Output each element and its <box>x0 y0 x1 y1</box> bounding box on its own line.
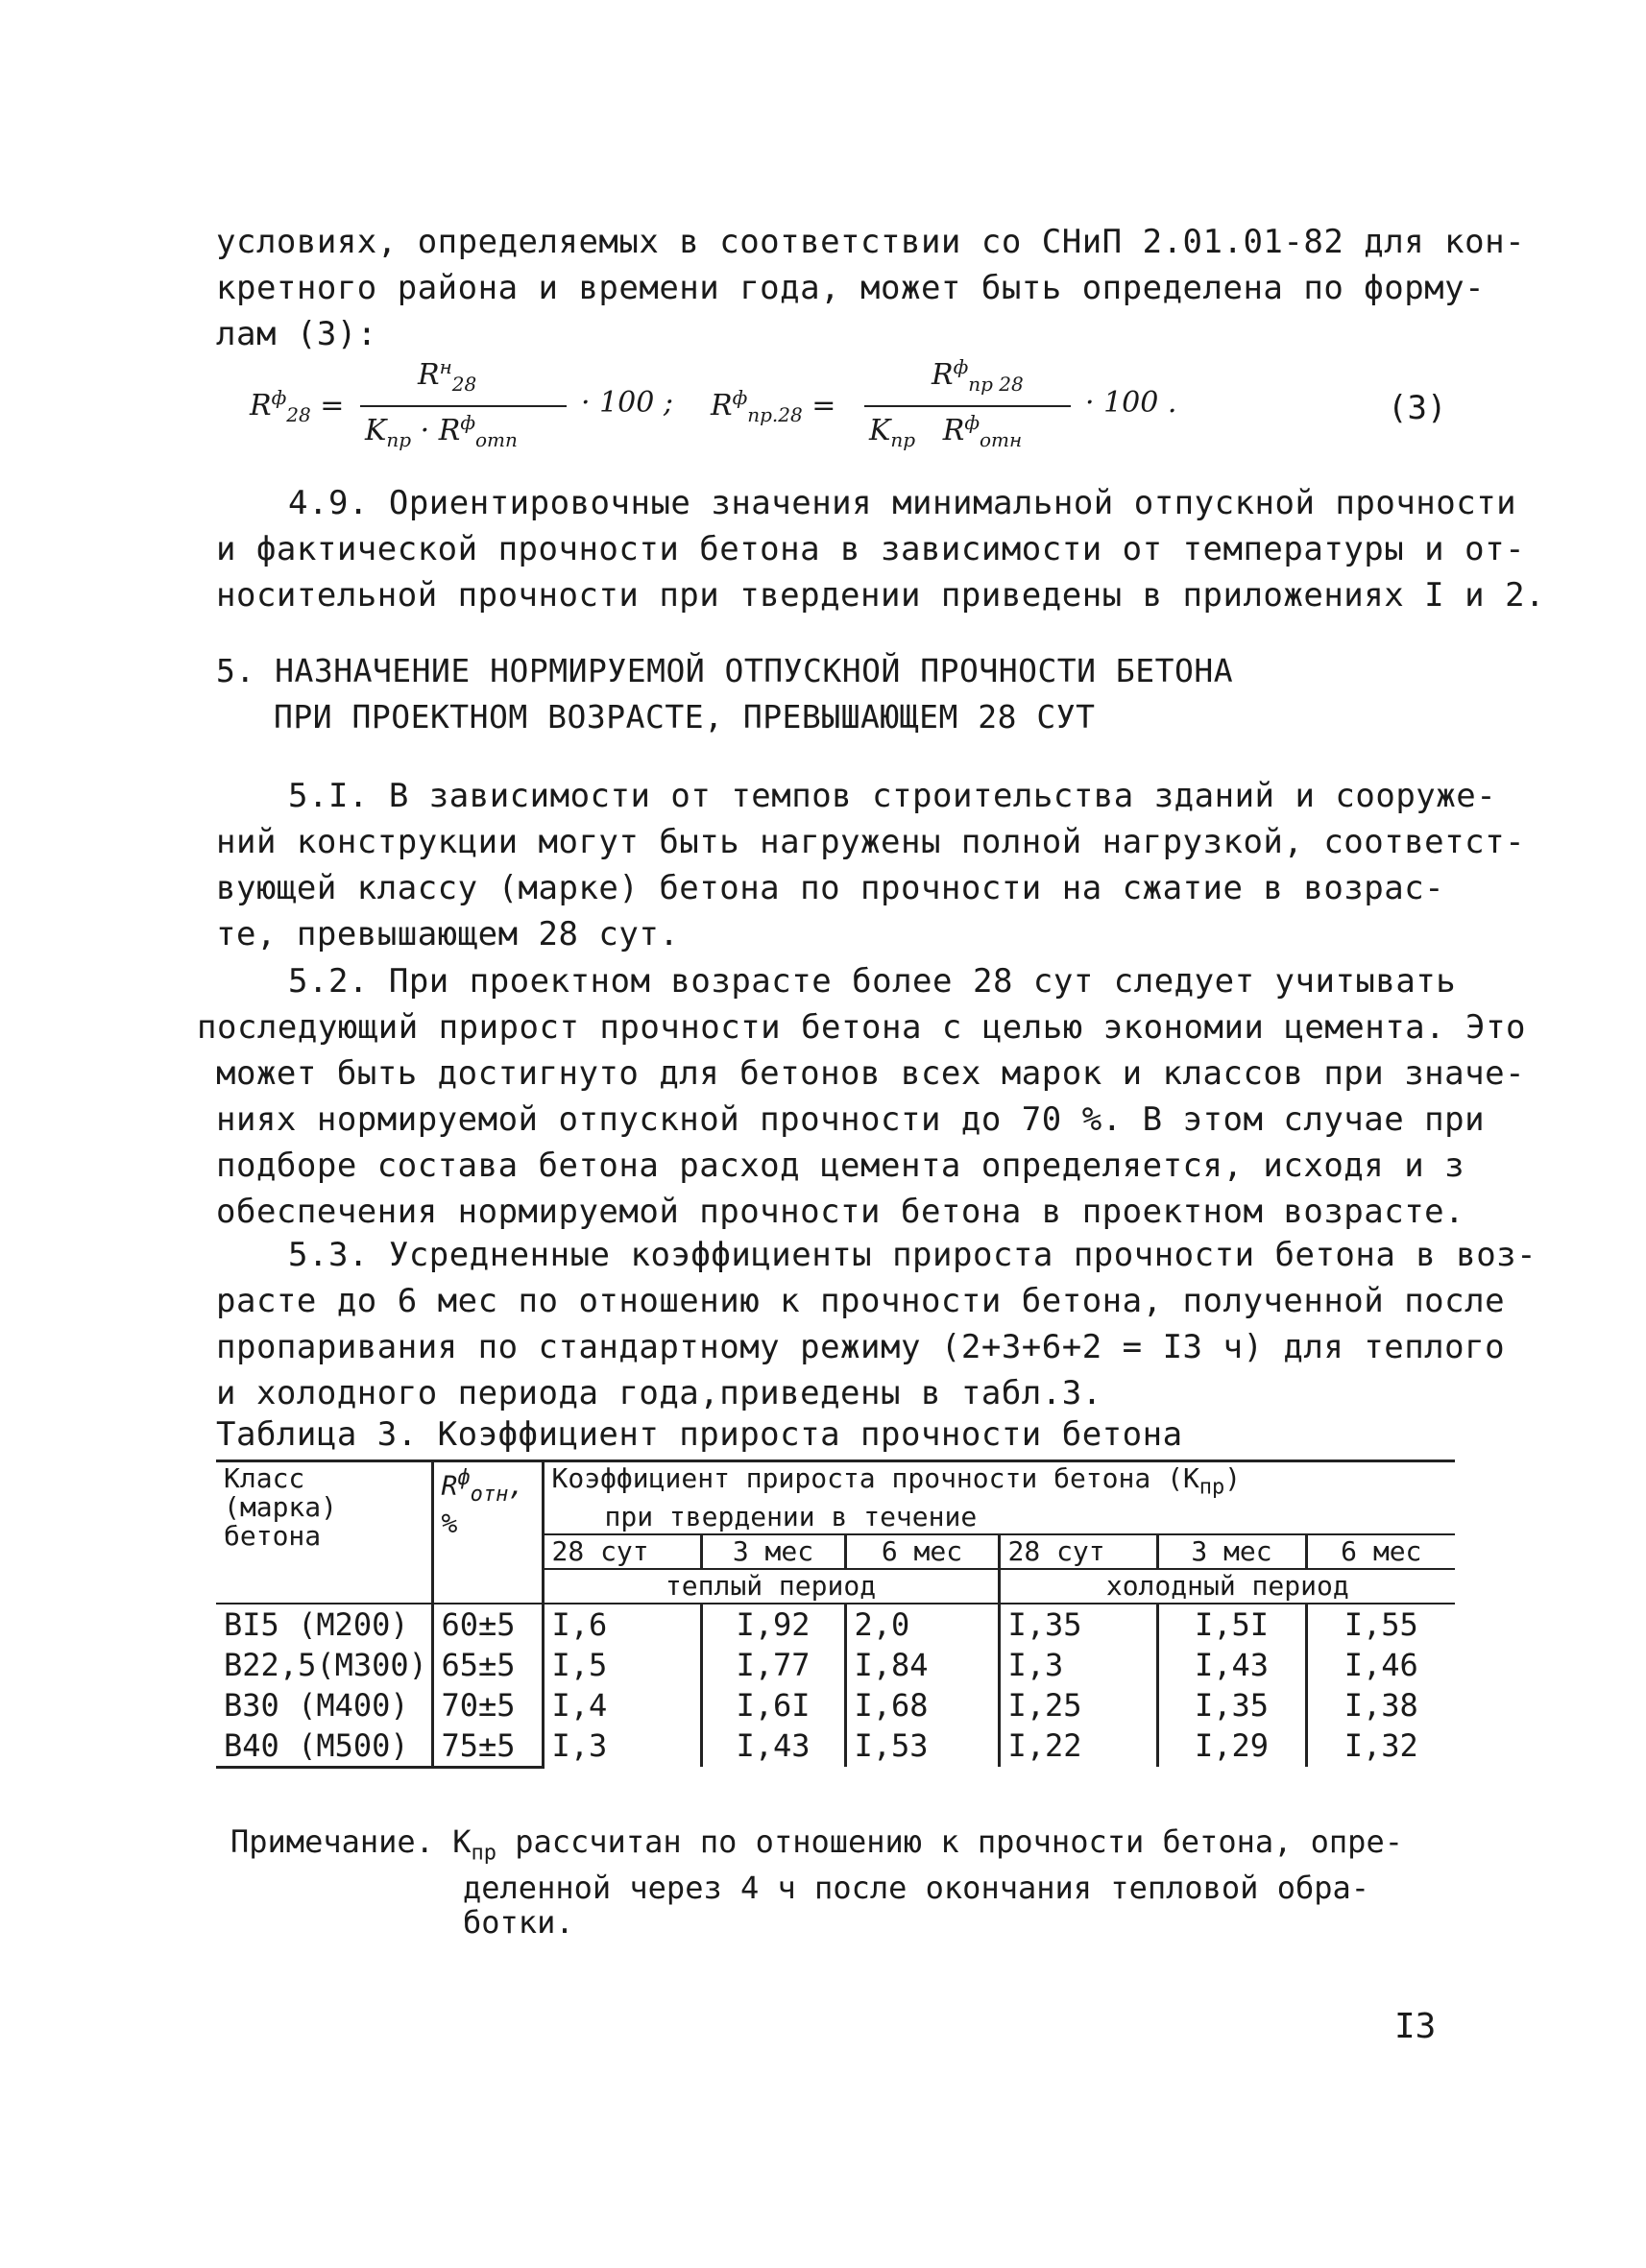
cell-r: 70±5 <box>432 1685 543 1725</box>
table-header-row <box>216 1461 1455 1534</box>
cell-class: BI5 (M200) <box>216 1604 432 1645</box>
p52-line: последующий прирост прочности бетона с целью экономии цемента. Это <box>197 1008 1527 1047</box>
cell-value: I,55 <box>1343 1605 1418 1643</box>
period-cell: 28 сут <box>999 1534 1157 1569</box>
cell-value: I,4 <box>543 1685 701 1725</box>
formula1-denominator: $K_{пр} \cdot R^ф_{отп}$ <box>365 411 518 451</box>
cell-class: B30 (M400) <box>216 1685 432 1725</box>
p52-line: ниях нормируемой отпускной прочности до 70 %. В этом случае при <box>216 1100 1486 1139</box>
intro-line: лам (3): <box>216 315 377 353</box>
period-cell: 6 мес <box>1306 1534 1455 1569</box>
section-title-line2: ПРИ ПРОЕКТНОМ ВОЗРАСТЕ, ПРЕВЫШАЮЩЕМ 28 СУТ <box>274 698 1096 736</box>
p52-line: обеспечения нормируемой прочности бетона в проектном возрасте. <box>216 1193 1465 1231</box>
p53-line: и холодного периода года,приведены в табл.3. <box>216 1374 1102 1412</box>
cell-value: I,46 <box>1343 1646 1418 1683</box>
p53-line: пропаривания по стандартному режиму (2+3+6+2 = I3 ч) для теплого <box>216 1328 1506 1366</box>
p49-line: 4.9. Ориентировочные значения минимальной отпускной прочности <box>288 484 1517 522</box>
p51-line: те, превышающем 28 сут. <box>216 915 680 953</box>
formula2-tail: · 100 . <box>1085 386 1177 420</box>
formula-number: (3) <box>1388 389 1447 427</box>
intro-paragraph <box>216 219 1526 357</box>
cell-value: I,22 <box>999 1725 1157 1768</box>
p53-line: расте до 6 мес по отношению к прочности бетона, полученной после <box>216 1282 1506 1320</box>
cell-r: 65±5 <box>432 1645 543 1685</box>
cell-value: I,5 <box>543 1645 701 1685</box>
cell-value: I,3 <box>999 1645 1157 1685</box>
cell-value: I,92 <box>701 1604 845 1645</box>
table-caption: Таблица 3. Коэффициент прироста прочности бетона <box>216 1415 1183 1454</box>
cell-value: I,35 <box>1157 1685 1306 1725</box>
intro-line: условиях, определяемых в соответствии со СНиП 2.01.01-82 для кон- <box>216 223 1526 261</box>
note-line3: ботки. <box>463 1904 574 1942</box>
section-5-heading <box>216 648 1233 740</box>
section-title-line1: 5. НАЗНАЧЕНИЕ НОРМИРУЕМОЙ ОТПУСКНОЙ ПРОЧНОСТИ БЕТОНА <box>216 652 1234 689</box>
cell-value: I,43 <box>701 1725 845 1768</box>
period-cell: 3 мес <box>701 1534 845 1569</box>
p51-line: ний конструкции могут быть нагружены полной нагрузкой, соответст- <box>216 823 1526 861</box>
formula1-lhs: $R^ф_{28}$ = <box>250 386 345 426</box>
intro-line: кретного района и времени года, может быть определена по форму- <box>216 269 1486 307</box>
note-label: Примечание. <box>230 1823 434 1860</box>
formula1-fraction-bar <box>360 405 567 407</box>
cell-value: I,84 <box>845 1645 999 1685</box>
p52-line: подборе состава бетона расход цемента определяется, исходя и з <box>216 1146 1465 1185</box>
p52-line: 5.2. При проектном возрасте более 28 сут следует учитывать <box>288 962 1457 1001</box>
cell-r: 75±5 <box>432 1725 543 1768</box>
cell-value: I,32 <box>1343 1726 1418 1764</box>
p51-line: вующей классу (марке) бетона по прочности на сжатие в возрас- <box>216 869 1445 907</box>
period-cell: 28 сут <box>543 1534 701 1569</box>
cell-class: B40 (M500) <box>216 1725 432 1768</box>
cell-value: I,68 <box>845 1685 999 1725</box>
page-number: I3 <box>1394 2007 1437 2046</box>
cell-value: I,35 <box>999 1604 1157 1645</box>
formula2-lhs: $R^ф_{пр.28}$ = <box>711 386 836 426</box>
warm-period: теплый период <box>543 1569 999 1604</box>
p49-line: и фактической прочности бетона в зависимости от температуры и от- <box>216 530 1526 568</box>
cold-period: холодный период <box>999 1569 1455 1604</box>
formula2-denominator: $K_{пр}$ $R^ф_{отн}$ <box>869 411 1023 451</box>
period-cell: 6 мес <box>845 1534 999 1569</box>
table-row <box>216 1645 1455 1685</box>
paragraph-4-9 <box>216 480 1545 618</box>
header-class: Класс (марка) бетона <box>216 1461 432 1604</box>
formula1-tail: · 100 ; <box>581 386 673 420</box>
cell-value: I,6I <box>701 1685 845 1725</box>
cell-value: I,77 <box>701 1645 845 1685</box>
p51-line: 5.I. В зависимости от темпов строительства зданий и сооруже- <box>288 777 1497 815</box>
table-row <box>216 1725 1455 1768</box>
cell-value: I,6 <box>543 1604 701 1645</box>
period-cell: 3 мес <box>1157 1534 1306 1569</box>
note-line2: деленной через 4 ч после окончания тепловой обра- <box>463 1870 1370 1907</box>
cell-value: I,25 <box>999 1685 1157 1725</box>
header-coefficient: Коэффициент прироста прочности бетона $(K_{пр})$ при твердении в течение <box>543 1461 1455 1534</box>
formula2-numerator: $R^ф_{пр 28}$ <box>932 355 1024 396</box>
note-k: $K_{пр}$ <box>452 1823 496 1866</box>
header-r-otn: $R^ф_{отн}$, % <box>432 1461 543 1604</box>
table-row <box>216 1604 1455 1645</box>
paragraph-5-1 <box>216 773 1525 957</box>
formula1-numerator: $R^н_{28}$ <box>418 355 477 396</box>
cell-value: I,53 <box>845 1725 999 1768</box>
cell-r: 60±5 <box>432 1604 543 1645</box>
p49-line: носительной прочности при твердении приведены в приложениях I и 2. <box>216 576 1546 615</box>
coefficient-table <box>216 1460 1455 1769</box>
formula2-fraction-bar <box>864 405 1071 407</box>
cell-value: I,43 <box>1157 1645 1306 1685</box>
paragraph-5-3 <box>216 1232 1537 1416</box>
cell-value: I,5I <box>1157 1604 1306 1645</box>
p53-line: 5.3. Усредненные коэффициенты прироста прочности бетона в воз- <box>288 1236 1537 1274</box>
cell-value: I,29 <box>1157 1725 1306 1768</box>
formula-3 <box>250 346 1460 470</box>
cell-value: I,38 <box>1343 1686 1418 1724</box>
p52-line: может быть достигнуто для бетонов всех марок и классов при значе- <box>216 1054 1526 1093</box>
cell-value: I,3 <box>543 1725 701 1768</box>
cell-value: 2,0 <box>845 1604 999 1645</box>
paragraph-5-2 <box>197 958 1526 1235</box>
table-note <box>230 1824 1403 1940</box>
note-line1: рассчитан по отношению к прочности бетона, опре- <box>515 1823 1403 1860</box>
table-row <box>216 1685 1455 1725</box>
cell-class: B22,5(M300) <box>216 1645 432 1685</box>
